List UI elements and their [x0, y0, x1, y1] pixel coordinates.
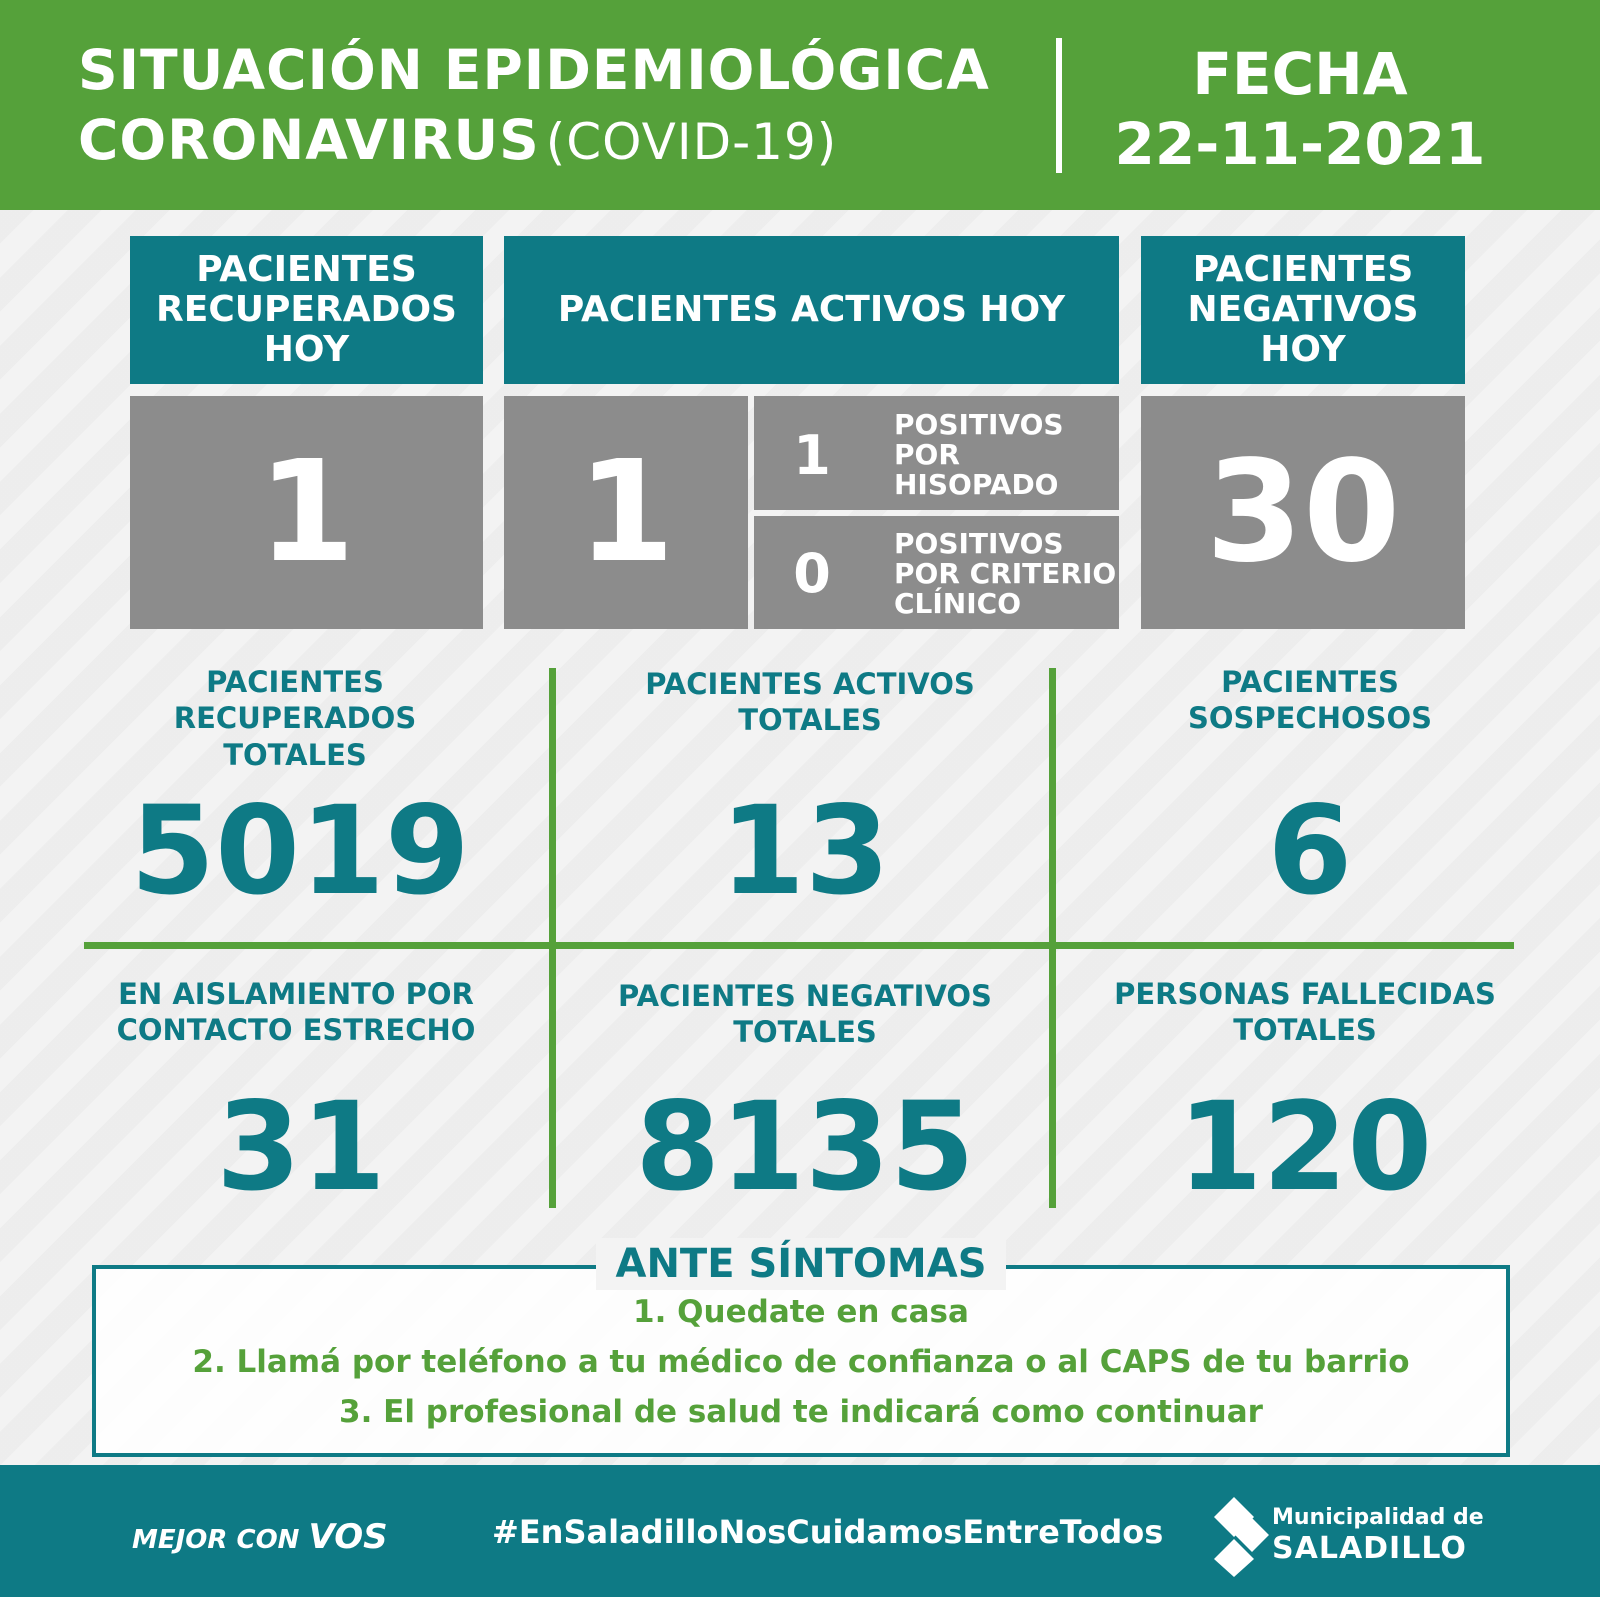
footer-slogan-prefix: MEJOR CON [132, 1525, 300, 1555]
footer-hashtag: #EnSaladilloNosCuidamosEntreTodos [492, 1513, 1164, 1551]
swab-positive-value: 1 [793, 424, 831, 487]
swab-positive-label: POSITIVOS POR HISOPADO [894, 408, 1064, 501]
grid-vline-left [549, 668, 556, 1208]
clinical-positive-label: POSITIVOS POR CRITERIO CLÍNICO [894, 527, 1117, 620]
footer-muni-name: SALADILLO [1272, 1531, 1467, 1566]
suspected-label: PACIENTES SOSPECHOSOS [1187, 665, 1433, 736]
clinical-positive-value: 0 [793, 542, 831, 605]
footer-slogan-vos: VOS [308, 1517, 388, 1557]
deceased-value: 120 [1177, 1076, 1433, 1218]
negative-total-value: 8135 [635, 1076, 975, 1218]
recovered-today-value: 1 [130, 396, 483, 629]
symptoms-title: ANTE SÍNTOMAS [596, 1238, 1006, 1290]
grid-vline-right [1049, 668, 1056, 1208]
header-bar [0, 0, 1600, 210]
negative-total-label: PACIENTES NEGATIVOS TOTALES [618, 979, 992, 1050]
title-coronavirus: CORONAVIRUS [78, 108, 540, 172]
negative-today-header: PACIENTES NEGATIVOS HOY [1141, 236, 1465, 384]
symptoms-step-1: 1. Quedate en casa [633, 1294, 969, 1330]
swab-positive-box [754, 396, 1119, 510]
footer-slogan [132, 1517, 388, 1557]
suspected-value: 6 [1267, 780, 1353, 922]
deceased-label: PERSONAS FALLECIDAS TOTALES [1114, 977, 1496, 1048]
date-label: FECHA [1192, 40, 1408, 108]
symptoms-step-3: 3. El profesional de salud te indicará como continuar [339, 1394, 1263, 1430]
isolation-label: EN AISLAMIENTO POR CONTACTO ESTRECHO [116, 977, 476, 1048]
recovered-today-header: PACIENTES RECUPERADOS HOY [130, 236, 483, 384]
active-total-label: PACIENTES ACTIVOS TOTALES [645, 667, 975, 738]
title-line-1: SITUACIÓN EPIDEMIOLÓGICA [78, 38, 990, 102]
recovered-total-label: PACIENTES RECUPERADOS TOTALES [173, 665, 417, 772]
isolation-value: 31 [216, 1076, 386, 1218]
symptoms-step-2: 2. Llamá por teléfono a tu médico de confianza o al CAPS de tu barrio [192, 1344, 1410, 1380]
negative-today-value: 30 [1141, 396, 1465, 629]
date-value: 22-11-2021 [1114, 110, 1486, 178]
footer-muni-label: Municipalidad de [1272, 1505, 1484, 1530]
title-covid: (COVID-19) [545, 113, 838, 171]
active-total-value: 13 [720, 780, 890, 922]
clinical-positive-box [754, 516, 1119, 629]
active-today-header: PACIENTES ACTIVOS HOY [504, 236, 1119, 384]
header-divider [1056, 38, 1062, 173]
active-today-value: 1 [504, 396, 748, 629]
recovered-total-value: 5019 [130, 780, 470, 922]
footer-bar [0, 1465, 1600, 1597]
grid-hline [84, 942, 1514, 949]
title-line-2 [78, 108, 837, 172]
